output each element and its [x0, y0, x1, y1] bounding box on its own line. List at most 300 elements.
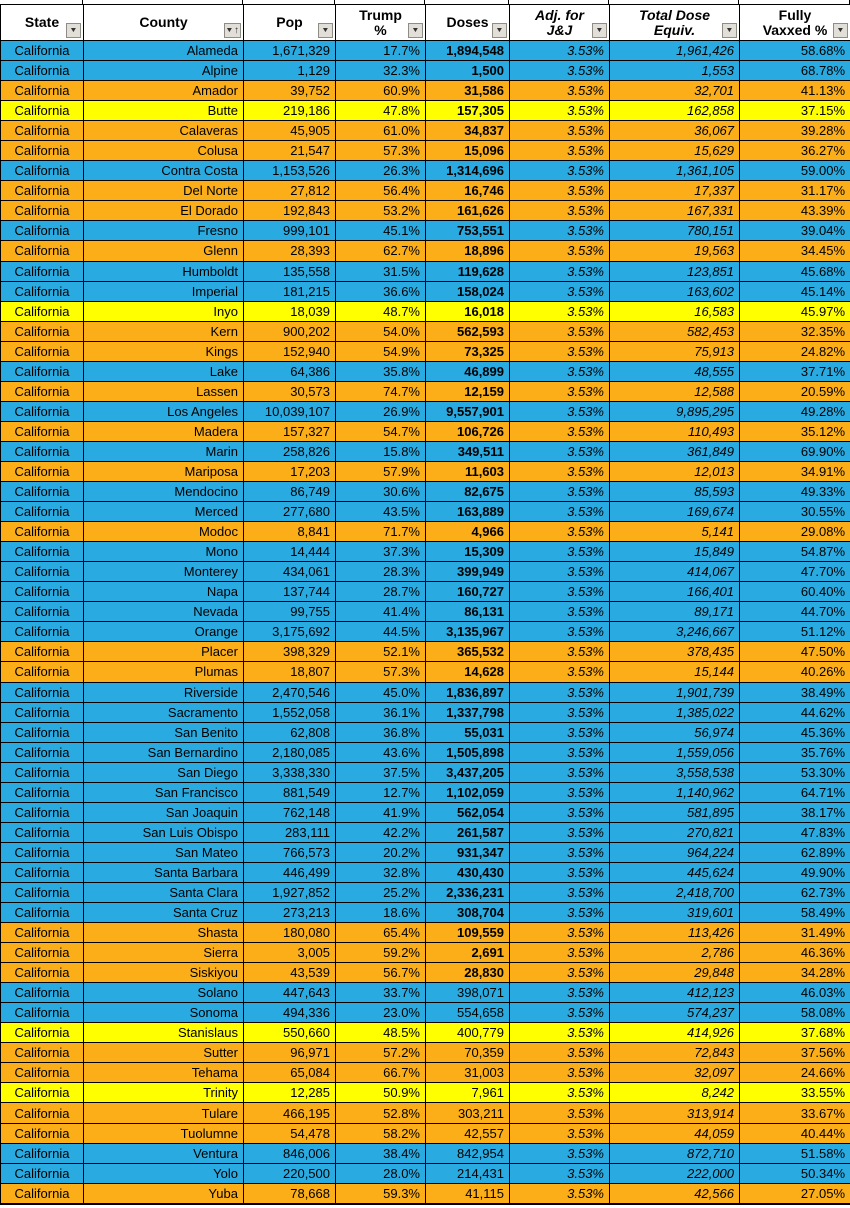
cell-county[interactable]: Sonoma [84, 1003, 244, 1023]
cell-pop[interactable]: 1,927,852 [244, 882, 336, 902]
cell-doses[interactable]: 1,505,898 [426, 742, 510, 762]
cell-county[interactable]: Solano [84, 983, 244, 1003]
cell-trump-pct[interactable]: 28.7% [336, 582, 426, 602]
cell-doses[interactable]: 16,018 [426, 301, 510, 321]
cell-fully-vaxxed-pct[interactable]: 39.28% [740, 121, 850, 141]
cell-doses[interactable]: 41,115 [426, 1183, 510, 1204]
cell-county[interactable]: Amador [84, 81, 244, 101]
cell-adj-jj[interactable]: 3.53% [510, 441, 610, 461]
cell-fully-vaxxed-pct[interactable]: 58.49% [740, 903, 850, 923]
cell-adj-jj[interactable]: 3.53% [510, 1183, 610, 1204]
cell-doses[interactable]: 31,003 [426, 1063, 510, 1083]
cell-state[interactable]: California [1, 862, 84, 882]
cell-adj-jj[interactable]: 3.53% [510, 401, 610, 421]
cell-doses[interactable]: 18,896 [426, 241, 510, 261]
cell-adj-jj[interactable]: 3.53% [510, 542, 610, 562]
cell-county[interactable]: Inyo [84, 301, 244, 321]
cell-fully-vaxxed-pct[interactable]: 38.49% [740, 682, 850, 702]
cell-adj-jj[interactable]: 3.53% [510, 421, 610, 441]
cell-total-dose-equiv[interactable]: 56,974 [610, 722, 740, 742]
cell-pop[interactable]: 12,285 [244, 1083, 336, 1103]
cell-total-dose-equiv[interactable]: 72,843 [610, 1043, 740, 1063]
cell-adj-jj[interactable]: 3.53% [510, 1043, 610, 1063]
cell-doses[interactable]: 55,031 [426, 722, 510, 742]
cell-doses[interactable]: 4,966 [426, 522, 510, 542]
cell-trump-pct[interactable]: 32.3% [336, 61, 426, 81]
cell-county[interactable]: Shasta [84, 923, 244, 943]
cell-total-dose-equiv[interactable]: 319,601 [610, 903, 740, 923]
cell-county[interactable]: Alameda [84, 41, 244, 61]
cell-adj-jj[interactable]: 3.53% [510, 662, 610, 682]
cell-adj-jj[interactable]: 3.53% [510, 321, 610, 341]
cell-state[interactable]: California [1, 121, 84, 141]
cell-adj-jj[interactable]: 3.53% [510, 1083, 610, 1103]
cell-doses[interactable]: 1,894,548 [426, 41, 510, 61]
cell-trump-pct[interactable]: 62.7% [336, 241, 426, 261]
cell-fully-vaxxed-pct[interactable]: 34.28% [740, 963, 850, 983]
cell-doses[interactable]: 28,830 [426, 963, 510, 983]
cell-adj-jj[interactable]: 3.53% [510, 903, 610, 923]
cell-doses[interactable]: 158,024 [426, 281, 510, 301]
cell-total-dose-equiv[interactable]: 48,555 [610, 361, 740, 381]
cell-trump-pct[interactable]: 50.9% [336, 1083, 426, 1103]
cell-pop[interactable]: 398,329 [244, 642, 336, 662]
cell-fully-vaxxed-pct[interactable]: 32.35% [740, 321, 850, 341]
cell-county[interactable]: El Dorado [84, 201, 244, 221]
cell-adj-jj[interactable]: 3.53% [510, 622, 610, 642]
cell-pop[interactable]: 846,006 [244, 1143, 336, 1163]
cell-pop[interactable]: 62,808 [244, 722, 336, 742]
cell-state[interactable]: California [1, 842, 84, 862]
cell-fully-vaxxed-pct[interactable]: 35.76% [740, 742, 850, 762]
cell-county[interactable]: Orange [84, 622, 244, 642]
cell-trump-pct[interactable]: 41.9% [336, 802, 426, 822]
cell-total-dose-equiv[interactable]: 581,895 [610, 802, 740, 822]
cell-county[interactable]: Sierra [84, 943, 244, 963]
cell-fully-vaxxed-pct[interactable]: 49.90% [740, 862, 850, 882]
cell-doses[interactable]: 12,159 [426, 381, 510, 401]
cell-adj-jj[interactable]: 3.53% [510, 502, 610, 522]
cell-doses[interactable]: 34,837 [426, 121, 510, 141]
cell-pop[interactable]: 78,668 [244, 1183, 336, 1204]
cell-trump-pct[interactable]: 26.9% [336, 401, 426, 421]
cell-pop[interactable]: 137,744 [244, 582, 336, 602]
cell-adj-jj[interactable]: 3.53% [510, 201, 610, 221]
cell-county[interactable]: Sacramento [84, 702, 244, 722]
cell-fully-vaxxed-pct[interactable]: 41.13% [740, 81, 850, 101]
cell-doses[interactable]: 70,359 [426, 1043, 510, 1063]
cell-doses[interactable]: 157,305 [426, 101, 510, 121]
cell-county[interactable]: Napa [84, 582, 244, 602]
cell-adj-jj[interactable]: 3.53% [510, 1003, 610, 1023]
cell-trump-pct[interactable]: 47.8% [336, 101, 426, 121]
cell-trump-pct[interactable]: 43.6% [336, 742, 426, 762]
cell-trump-pct[interactable]: 37.3% [336, 542, 426, 562]
cell-pop[interactable]: 999,101 [244, 221, 336, 241]
cell-pop[interactable]: 220,500 [244, 1163, 336, 1183]
cell-fully-vaxxed-pct[interactable]: 27.05% [740, 1183, 850, 1204]
cell-state[interactable]: California [1, 1023, 84, 1043]
cell-pop[interactable]: 273,213 [244, 903, 336, 923]
cell-doses[interactable]: 1,500 [426, 61, 510, 81]
cell-doses[interactable]: 15,096 [426, 141, 510, 161]
cell-fully-vaxxed-pct[interactable]: 69.90% [740, 441, 850, 461]
cell-fully-vaxxed-pct[interactable]: 53.30% [740, 762, 850, 782]
cell-doses[interactable]: 160,727 [426, 582, 510, 602]
cell-doses[interactable]: 400,779 [426, 1023, 510, 1043]
cell-fully-vaxxed-pct[interactable]: 47.50% [740, 642, 850, 662]
cell-fully-vaxxed-pct[interactable]: 38.17% [740, 802, 850, 822]
cell-fully-vaxxed-pct[interactable]: 34.45% [740, 241, 850, 261]
cell-county[interactable]: Trinity [84, 1083, 244, 1103]
cell-adj-jj[interactable]: 3.53% [510, 1063, 610, 1083]
cell-doses[interactable]: 308,704 [426, 903, 510, 923]
filter-dropdown-icon[interactable]: ▼ [492, 23, 507, 38]
cell-doses[interactable]: 562,054 [426, 802, 510, 822]
cell-total-dose-equiv[interactable]: 1,140,962 [610, 782, 740, 802]
cell-state[interactable]: California [1, 1003, 84, 1023]
cell-fully-vaxxed-pct[interactable]: 36.27% [740, 141, 850, 161]
cell-total-dose-equiv[interactable]: 17,337 [610, 181, 740, 201]
cell-fully-vaxxed-pct[interactable]: 58.68% [740, 41, 850, 61]
cell-trump-pct[interactable]: 60.9% [336, 81, 426, 101]
cell-trump-pct[interactable]: 42.2% [336, 822, 426, 842]
cell-fully-vaxxed-pct[interactable]: 29.08% [740, 522, 850, 542]
cell-pop[interactable]: 3,175,692 [244, 622, 336, 642]
cell-doses[interactable]: 3,135,967 [426, 622, 510, 642]
cell-trump-pct[interactable]: 57.3% [336, 662, 426, 682]
cell-state[interactable]: California [1, 221, 84, 241]
cell-total-dose-equiv[interactable]: 313,914 [610, 1103, 740, 1123]
cell-doses[interactable]: 1,314,696 [426, 161, 510, 181]
cell-doses[interactable]: 14,628 [426, 662, 510, 682]
cell-total-dose-equiv[interactable]: 574,237 [610, 1003, 740, 1023]
cell-state[interactable]: California [1, 381, 84, 401]
cell-total-dose-equiv[interactable]: 12,013 [610, 461, 740, 481]
cell-trump-pct[interactable]: 32.8% [336, 862, 426, 882]
cell-doses[interactable]: 16,746 [426, 181, 510, 201]
cell-adj-jj[interactable]: 3.53% [510, 802, 610, 822]
cell-county[interactable]: Kern [84, 321, 244, 341]
cell-trump-pct[interactable]: 36.6% [336, 281, 426, 301]
filter-sort-ascending-icon[interactable]: ▼ ↑ [224, 23, 241, 38]
cell-adj-jj[interactable]: 3.53% [510, 722, 610, 742]
cell-doses[interactable]: 11,603 [426, 461, 510, 481]
cell-trump-pct[interactable]: 57.9% [336, 461, 426, 481]
cell-total-dose-equiv[interactable]: 2,786 [610, 943, 740, 963]
cell-fully-vaxxed-pct[interactable]: 24.66% [740, 1063, 850, 1083]
cell-trump-pct[interactable]: 56.4% [336, 181, 426, 201]
cell-pop[interactable]: 65,084 [244, 1063, 336, 1083]
cell-adj-jj[interactable]: 3.53% [510, 281, 610, 301]
cell-total-dose-equiv[interactable]: 16,583 [610, 301, 740, 321]
cell-state[interactable]: California [1, 261, 84, 281]
cell-pop[interactable]: 494,336 [244, 1003, 336, 1023]
cell-total-dose-equiv[interactable]: 113,426 [610, 923, 740, 943]
cell-pop[interactable]: 1,153,526 [244, 161, 336, 181]
cell-state[interactable]: California [1, 782, 84, 802]
cell-county[interactable]: Contra Costa [84, 161, 244, 181]
cell-county[interactable]: Mono [84, 542, 244, 562]
cell-doses[interactable]: 430,430 [426, 862, 510, 882]
cell-state[interactable]: California [1, 742, 84, 762]
cell-adj-jj[interactable]: 3.53% [510, 81, 610, 101]
cell-fully-vaxxed-pct[interactable]: 37.68% [740, 1023, 850, 1043]
cell-trump-pct[interactable]: 41.4% [336, 602, 426, 622]
cell-fully-vaxxed-pct[interactable]: 44.62% [740, 702, 850, 722]
cell-fully-vaxxed-pct[interactable]: 45.36% [740, 722, 850, 742]
cell-state[interactable]: California [1, 822, 84, 842]
cell-total-dose-equiv[interactable]: 3,558,538 [610, 762, 740, 782]
cell-state[interactable]: California [1, 1063, 84, 1083]
cell-county[interactable]: Yolo [84, 1163, 244, 1183]
cell-adj-jj[interactable]: 3.53% [510, 341, 610, 361]
cell-total-dose-equiv[interactable]: 15,144 [610, 662, 740, 682]
cell-total-dose-equiv[interactable]: 166,401 [610, 582, 740, 602]
cell-adj-jj[interactable]: 3.53% [510, 482, 610, 502]
cell-trump-pct[interactable]: 61.0% [336, 121, 426, 141]
cell-fully-vaxxed-pct[interactable]: 37.71% [740, 361, 850, 381]
cell-total-dose-equiv[interactable]: 44,059 [610, 1123, 740, 1143]
cell-pop[interactable]: 2,470,546 [244, 682, 336, 702]
cell-fully-vaxxed-pct[interactable]: 30.55% [740, 502, 850, 522]
cell-trump-pct[interactable]: 31.5% [336, 261, 426, 281]
cell-trump-pct[interactable]: 58.2% [336, 1123, 426, 1143]
cell-doses[interactable]: 365,532 [426, 642, 510, 662]
cell-county[interactable]: Colusa [84, 141, 244, 161]
cell-trump-pct[interactable]: 52.8% [336, 1103, 426, 1123]
cell-doses[interactable]: 109,559 [426, 923, 510, 943]
cell-state[interactable]: California [1, 341, 84, 361]
cell-county[interactable]: Ventura [84, 1143, 244, 1163]
cell-adj-jj[interactable]: 3.53% [510, 562, 610, 582]
cell-fully-vaxxed-pct[interactable]: 33.55% [740, 1083, 850, 1103]
cell-total-dose-equiv[interactable]: 15,849 [610, 542, 740, 562]
cell-total-dose-equiv[interactable]: 110,493 [610, 421, 740, 441]
cell-fully-vaxxed-pct[interactable]: 64.71% [740, 782, 850, 802]
cell-trump-pct[interactable]: 53.2% [336, 201, 426, 221]
cell-pop[interactable]: 447,643 [244, 983, 336, 1003]
cell-total-dose-equiv[interactable]: 445,624 [610, 862, 740, 882]
cell-state[interactable]: California [1, 602, 84, 622]
cell-state[interactable]: California [1, 321, 84, 341]
cell-adj-jj[interactable]: 3.53% [510, 361, 610, 381]
cell-pop[interactable]: 277,680 [244, 502, 336, 522]
cell-fully-vaxxed-pct[interactable]: 46.03% [740, 983, 850, 1003]
cell-state[interactable]: California [1, 241, 84, 261]
cell-doses[interactable]: 753,551 [426, 221, 510, 241]
cell-doses[interactable]: 399,949 [426, 562, 510, 582]
cell-pop[interactable]: 180,080 [244, 923, 336, 943]
cell-state[interactable]: California [1, 502, 84, 522]
cell-state[interactable]: California [1, 181, 84, 201]
cell-total-dose-equiv[interactable]: 36,067 [610, 121, 740, 141]
cell-total-dose-equiv[interactable]: 964,224 [610, 842, 740, 862]
cell-county[interactable]: Sutter [84, 1043, 244, 1063]
cell-state[interactable]: California [1, 622, 84, 642]
cell-trump-pct[interactable]: 33.7% [336, 983, 426, 1003]
cell-total-dose-equiv[interactable]: 1,553 [610, 61, 740, 81]
cell-pop[interactable]: 192,843 [244, 201, 336, 221]
cell-pop[interactable]: 3,005 [244, 943, 336, 963]
cell-state[interactable]: California [1, 281, 84, 301]
cell-adj-jj[interactable]: 3.53% [510, 141, 610, 161]
cell-trump-pct[interactable]: 66.7% [336, 1063, 426, 1083]
cell-doses[interactable]: 398,071 [426, 983, 510, 1003]
cell-trump-pct[interactable]: 15.8% [336, 441, 426, 461]
cell-adj-jj[interactable]: 3.53% [510, 983, 610, 1003]
cell-total-dose-equiv[interactable]: 85,593 [610, 482, 740, 502]
cell-total-dose-equiv[interactable]: 378,435 [610, 642, 740, 662]
cell-total-dose-equiv[interactable]: 222,000 [610, 1163, 740, 1183]
cell-trump-pct[interactable]: 71.7% [336, 522, 426, 542]
cell-fully-vaxxed-pct[interactable]: 54.87% [740, 542, 850, 562]
cell-pop[interactable]: 135,558 [244, 261, 336, 281]
cell-state[interactable]: California [1, 81, 84, 101]
cell-county[interactable]: Madera [84, 421, 244, 441]
cell-trump-pct[interactable]: 30.6% [336, 482, 426, 502]
cell-trump-pct[interactable]: 57.2% [336, 1043, 426, 1063]
filter-dropdown-icon[interactable]: ▼ [66, 23, 81, 38]
cell-adj-jj[interactable]: 3.53% [510, 762, 610, 782]
cell-state[interactable]: California [1, 1083, 84, 1103]
cell-pop[interactable]: 18,807 [244, 662, 336, 682]
cell-total-dose-equiv[interactable]: 1,385,022 [610, 702, 740, 722]
cell-pop[interactable]: 10,039,107 [244, 401, 336, 421]
cell-total-dose-equiv[interactable]: 5,141 [610, 522, 740, 542]
cell-fully-vaxxed-pct[interactable]: 31.49% [740, 923, 850, 943]
cell-pop[interactable]: 446,499 [244, 862, 336, 882]
cell-pop[interactable]: 54,478 [244, 1123, 336, 1143]
cell-adj-jj[interactable]: 3.53% [510, 1143, 610, 1163]
cell-adj-jj[interactable]: 3.53% [510, 882, 610, 902]
cell-fully-vaxxed-pct[interactable]: 39.04% [740, 221, 850, 241]
cell-county[interactable]: Alpine [84, 61, 244, 81]
cell-total-dose-equiv[interactable]: 1,961,426 [610, 41, 740, 61]
cell-total-dose-equiv[interactable]: 163,602 [610, 281, 740, 301]
cell-county[interactable]: Los Angeles [84, 401, 244, 421]
cell-total-dose-equiv[interactable]: 32,701 [610, 81, 740, 101]
cell-fully-vaxxed-pct[interactable]: 20.59% [740, 381, 850, 401]
cell-state[interactable]: California [1, 1163, 84, 1183]
cell-pop[interactable]: 45,905 [244, 121, 336, 141]
cell-pop[interactable]: 96,971 [244, 1043, 336, 1063]
cell-total-dose-equiv[interactable]: 19,563 [610, 241, 740, 261]
cell-county[interactable]: San Francisco [84, 782, 244, 802]
cell-county[interactable]: San Benito [84, 722, 244, 742]
cell-county[interactable]: Placer [84, 642, 244, 662]
cell-total-dose-equiv[interactable]: 582,453 [610, 321, 740, 341]
cell-trump-pct[interactable]: 54.9% [336, 341, 426, 361]
cell-county[interactable]: Siskiyou [84, 963, 244, 983]
cell-trump-pct[interactable]: 28.3% [336, 562, 426, 582]
cell-fully-vaxxed-pct[interactable]: 45.14% [740, 281, 850, 301]
cell-total-dose-equiv[interactable]: 169,674 [610, 502, 740, 522]
cell-state[interactable]: California [1, 562, 84, 582]
cell-county[interactable]: Mendocino [84, 482, 244, 502]
cell-county[interactable]: Lassen [84, 381, 244, 401]
cell-trump-pct[interactable]: 59.3% [336, 1183, 426, 1204]
cell-total-dose-equiv[interactable]: 15,629 [610, 141, 740, 161]
cell-total-dose-equiv[interactable]: 1,901,739 [610, 682, 740, 702]
cell-doses[interactable]: 1,836,897 [426, 682, 510, 702]
cell-trump-pct[interactable]: 48.7% [336, 301, 426, 321]
cell-county[interactable]: Santa Barbara [84, 862, 244, 882]
cell-trump-pct[interactable]: 25.2% [336, 882, 426, 902]
cell-state[interactable]: California [1, 1123, 84, 1143]
cell-total-dose-equiv[interactable]: 414,067 [610, 562, 740, 582]
cell-county[interactable]: Merced [84, 502, 244, 522]
cell-county[interactable]: Fresno [84, 221, 244, 241]
cell-state[interactable]: California [1, 923, 84, 943]
cell-total-dose-equiv[interactable]: 412,123 [610, 983, 740, 1003]
cell-adj-jj[interactable]: 3.53% [510, 221, 610, 241]
cell-pop[interactable]: 1,129 [244, 61, 336, 81]
filter-dropdown-icon[interactable]: ▼ [318, 23, 333, 38]
cell-fully-vaxxed-pct[interactable]: 40.26% [740, 662, 850, 682]
cell-adj-jj[interactable]: 3.53% [510, 301, 610, 321]
cell-state[interactable]: California [1, 101, 84, 121]
cell-trump-pct[interactable]: 45.1% [336, 221, 426, 241]
cell-state[interactable]: California [1, 582, 84, 602]
cell-pop[interactable]: 30,573 [244, 381, 336, 401]
cell-doses[interactable]: 214,431 [426, 1163, 510, 1183]
cell-adj-jj[interactable]: 3.53% [510, 963, 610, 983]
cell-county[interactable]: Modoc [84, 522, 244, 542]
cell-state[interactable]: California [1, 542, 84, 562]
cell-adj-jj[interactable]: 3.53% [510, 121, 610, 141]
cell-county[interactable]: San Diego [84, 762, 244, 782]
cell-state[interactable]: California [1, 882, 84, 902]
cell-trump-pct[interactable]: 23.0% [336, 1003, 426, 1023]
cell-adj-jj[interactable]: 3.53% [510, 522, 610, 542]
cell-doses[interactable]: 349,511 [426, 441, 510, 461]
cell-county[interactable]: Tulare [84, 1103, 244, 1123]
cell-state[interactable]: California [1, 943, 84, 963]
cell-adj-jj[interactable]: 3.53% [510, 1023, 610, 1043]
cell-state[interactable]: California [1, 441, 84, 461]
cell-state[interactable]: California [1, 722, 84, 742]
cell-total-dose-equiv[interactable]: 1,361,105 [610, 161, 740, 181]
cell-state[interactable]: California [1, 1103, 84, 1123]
cell-adj-jj[interactable]: 3.53% [510, 261, 610, 281]
cell-county[interactable]: Imperial [84, 281, 244, 301]
cell-trump-pct[interactable]: 26.3% [336, 161, 426, 181]
cell-doses[interactable]: 2,691 [426, 943, 510, 963]
filter-dropdown-icon[interactable]: ▼ [592, 23, 607, 38]
cell-county[interactable]: Nevada [84, 602, 244, 622]
filter-dropdown-icon[interactable]: ▼ [833, 23, 848, 38]
cell-pop[interactable]: 157,327 [244, 421, 336, 441]
cell-fully-vaxxed-pct[interactable]: 46.36% [740, 943, 850, 963]
cell-county[interactable]: Santa Clara [84, 882, 244, 902]
cell-doses[interactable]: 842,954 [426, 1143, 510, 1163]
cell-state[interactable]: California [1, 301, 84, 321]
cell-doses[interactable]: 31,586 [426, 81, 510, 101]
cell-fully-vaxxed-pct[interactable]: 68.78% [740, 61, 850, 81]
cell-fully-vaxxed-pct[interactable]: 35.12% [740, 421, 850, 441]
cell-adj-jj[interactable]: 3.53% [510, 381, 610, 401]
cell-county[interactable]: San Luis Obispo [84, 822, 244, 842]
cell-total-dose-equiv[interactable]: 42,566 [610, 1183, 740, 1204]
cell-fully-vaxxed-pct[interactable]: 59.00% [740, 161, 850, 181]
cell-total-dose-equiv[interactable]: 414,926 [610, 1023, 740, 1043]
cell-county[interactable]: Monterey [84, 562, 244, 582]
cell-pop[interactable]: 39,752 [244, 81, 336, 101]
cell-fully-vaxxed-pct[interactable]: 45.97% [740, 301, 850, 321]
cell-fully-vaxxed-pct[interactable]: 51.58% [740, 1143, 850, 1163]
cell-trump-pct[interactable]: 44.5% [336, 622, 426, 642]
